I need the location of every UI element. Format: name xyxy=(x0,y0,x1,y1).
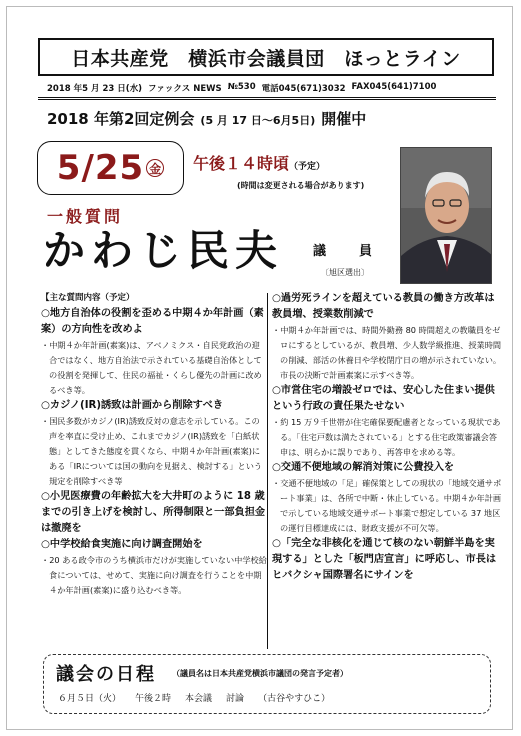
speaker-portrait-icon xyxy=(401,148,492,284)
question-heading: ○小児医療費の年齢拡大を大井町のように 18 歳までの引き上げを検討し、所得制限と一部負担金は撤廃を xyxy=(41,491,266,534)
tel-number: 電話045(671)3032 xyxy=(261,84,346,94)
schedule-item: 討論 xyxy=(226,694,245,704)
question-heading: ○市営住宅の増設ゼロでは、安心した住まい提供という行政の責任果たせない xyxy=(272,385,495,412)
schedule-speaker: （古谷やすひこ） xyxy=(258,694,331,704)
schedule-date: ６月５日（火） xyxy=(58,694,122,704)
question-heading: ○中学校給食実施に向け調査開始を xyxy=(41,539,203,550)
speaker-name: かわじ民夫 xyxy=(43,226,284,275)
speech-weekday: 金 xyxy=(146,159,164,177)
question-heading: ○地方自治体の役割を歪める中期４か年計画（素案）の方向性を改めよ xyxy=(41,308,264,335)
left-column xyxy=(41,291,268,598)
session-period: (5 月 17 日～6月5日) xyxy=(200,114,316,127)
schedule-time: 午後２時 xyxy=(135,694,172,704)
speaker-photo xyxy=(400,147,492,284)
question-heading: ○過労死ラインを超えている教員の働き方改革は教員増、授業数削減で xyxy=(272,293,495,320)
header-meta xyxy=(47,82,497,94)
schedule-note: （議員名は日本共産党横浜市議団の発言予定者） xyxy=(172,669,348,678)
speech-time: 午後１４時頃 xyxy=(193,154,290,173)
schedule-row xyxy=(58,691,330,704)
schedule-title: 議会の日程 xyxy=(56,664,156,685)
column-divider xyxy=(267,293,268,649)
speaker-role: 議 員 xyxy=(313,244,383,259)
session-line xyxy=(47,108,366,129)
header-rule-top xyxy=(38,97,496,98)
header-rule-bottom xyxy=(38,99,496,100)
session-title: 2018 年第2回定例会 xyxy=(47,110,195,128)
issue-number: №530 xyxy=(227,82,256,92)
question-body: ・20 ある政令市のうち横浜市だけが実施していない中学校給食については、せめて、実施に向け調査を行うことを中期４か年計画(素案)に盛り込むべき等。 xyxy=(41,555,267,595)
time-change-note: (時間は変更される場合があります) xyxy=(237,181,365,190)
question-heading: ○「完全な非核化を通じて核のない朝鮮半島を実現する」とした「板門店宣言」に呼応し、市長はヒバクシャ国際署名にサインを xyxy=(272,538,497,581)
speech-date-box xyxy=(37,141,184,195)
question-body: ・中期４か年計画では、時間外勤務 80 時間超えの教職員をゼロにするとしているが、教員増、少人数学級推進、授業時間の削減、部活の休養日や学校閉庁日の増が示されていない。市長の決断で計画素案に示すべき等。 xyxy=(272,325,502,380)
question-body: ・国民多数がカジノ(IR)誘致反対の意志を示している。この声を率直に受け止め、これまでカジノ(IR)誘致を「白紙状態」としてきた態度を貫くなら、中期４か年計画(素案)にある「IRについては国の動向を見据え、検討する」という規定を削除すべき等 xyxy=(41,416,263,486)
fax-number: FAX045(641)7100 xyxy=(351,82,437,92)
question-type: 一般質問 xyxy=(47,207,124,226)
topics-header: 【主な質問内容（予定） xyxy=(41,293,135,303)
speech-time-note: （予定） xyxy=(289,162,326,172)
council-schedule xyxy=(43,654,491,714)
question-body: ・約 15 万９千世帯が住宅確保要配慮者となっている現状である。「住宅戸数は満たされている」とする住宅政策審議会答申は、明らかに誤りであり、再答申を求める等。 xyxy=(272,417,501,457)
speech-date: 5/25 xyxy=(56,148,145,188)
speaker-district: 〔旭区選出〕 xyxy=(321,268,369,277)
newsletter-page xyxy=(6,6,513,730)
title-box xyxy=(38,38,494,76)
question-heading: ○交通不便地域の解消対策に公費投入を xyxy=(272,462,455,473)
speech-time-line xyxy=(193,151,325,174)
right-column xyxy=(272,291,502,584)
question-heading: ○カジノ(IR)誘致は計画から削除すべき xyxy=(41,400,224,411)
issue-date: 2018 年5 月 23 日(水) xyxy=(47,84,143,94)
question-body: ・交通不便地域の「足」確保策としての現状の「地域交通サポート事業」は、各所で中断・休止している。中期４か年計画で示している地域交通サポート事業で想定している 37 地区の運行目標達成には、財政支援が不可欠等。 xyxy=(272,478,502,533)
session-status: 開催中 xyxy=(321,110,367,128)
schedule-meeting: 本会議 xyxy=(185,694,213,704)
fax-news-label: ファックス NEWS xyxy=(148,84,222,94)
newsletter-title: 日本共産党 横浜市会議員団 ほっとライン xyxy=(71,47,461,70)
question-body: ・中期４か年計画(素案)は、アベノミクス・自民党政治の迎合ではなく、地方自治法で示されている基礎自治体としての役割を発揮して、住民の福祉・くらし優先の計画に改めるべき等。 xyxy=(41,340,262,395)
